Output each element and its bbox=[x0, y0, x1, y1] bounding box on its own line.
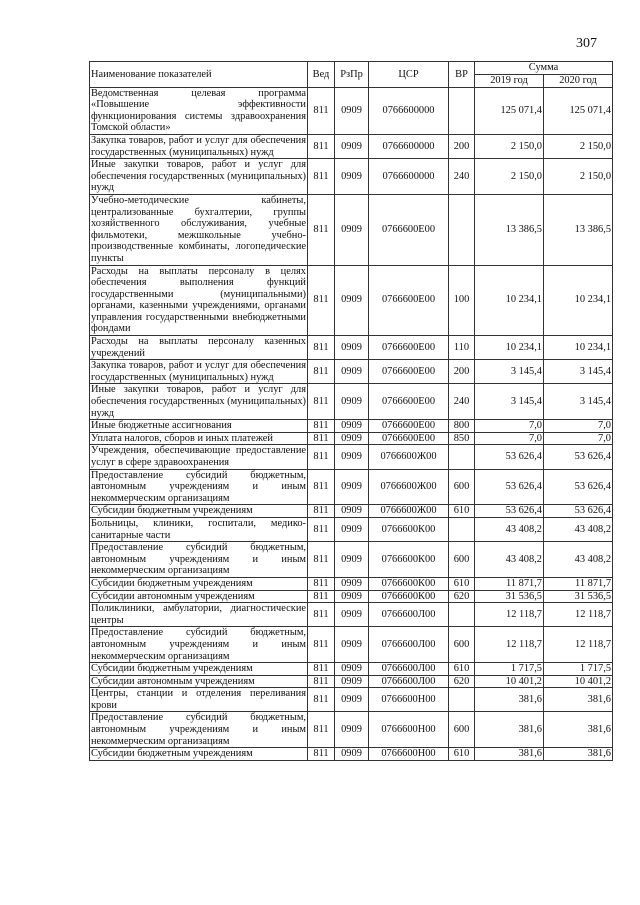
cell-2019: 7,0 bbox=[475, 432, 544, 445]
table-row bbox=[90, 265, 613, 336]
cell-2020: 7,0 bbox=[544, 420, 613, 433]
cell-2020: 10 234,1 bbox=[544, 336, 613, 360]
cell-2020: 2 150,0 bbox=[544, 159, 613, 195]
cell-name: Иные бюджетные ассигнования bbox=[90, 420, 308, 433]
table-row bbox=[90, 159, 613, 195]
cell-vr bbox=[449, 445, 475, 469]
cell-2019: 13 386,5 bbox=[475, 194, 544, 265]
cell-ved: 811 bbox=[308, 445, 335, 469]
cell-vr: 200 bbox=[449, 134, 475, 158]
cell-name: Субсидии бюджетным учреждениям bbox=[90, 663, 308, 676]
cell-2019: 2 150,0 bbox=[475, 159, 544, 195]
budget-table bbox=[89, 61, 613, 761]
cell-2019: 10 401,2 bbox=[475, 675, 544, 688]
cell-vr bbox=[449, 688, 475, 712]
cell-name: Иные закупки товаров, работ и услуг для обеспечения государственных (муниципальных) нужд bbox=[91, 384, 307, 419]
cell-csr: 0766600К00 bbox=[369, 517, 449, 541]
cell-vr: 600 bbox=[449, 712, 475, 748]
cell-rzpr: 0909 bbox=[335, 603, 369, 627]
cell-2020: 3 145,4 bbox=[544, 360, 613, 384]
cell-2020: 31 536,5 bbox=[544, 590, 613, 603]
cell-ved: 811 bbox=[308, 194, 335, 265]
cell-name: Поликлиники, амбулатории, диагностические центры bbox=[91, 603, 306, 626]
cell-csr: 0766600Е00 bbox=[369, 384, 449, 420]
header-ved: Вед bbox=[308, 62, 335, 88]
cell-rzpr: 0909 bbox=[335, 748, 369, 761]
cell-2019: 7,0 bbox=[475, 420, 544, 433]
header-sum: Сумма bbox=[475, 62, 613, 75]
cell-2019: 12 118,7 bbox=[475, 627, 544, 663]
table-row bbox=[90, 384, 613, 420]
cell-vr: 610 bbox=[449, 577, 475, 590]
cell-csr: 0766600К00 bbox=[369, 542, 449, 578]
table-row bbox=[90, 748, 613, 761]
cell-2019: 11 871,7 bbox=[475, 577, 544, 590]
cell-rzpr: 0909 bbox=[335, 194, 369, 265]
cell-vr bbox=[449, 194, 475, 265]
cell-2020: 381,6 bbox=[544, 712, 613, 748]
table-row bbox=[90, 336, 613, 360]
table-row bbox=[90, 134, 613, 158]
cell-name: Закупка товаров, работ и услуг для обеспечения государственных (муниципальных) нужд bbox=[91, 134, 306, 158]
cell-csr: 0766600Е00 bbox=[369, 194, 449, 265]
cell-rzpr: 0909 bbox=[335, 505, 369, 518]
table-row bbox=[90, 627, 613, 663]
cell-name: Предоставление субсидий бюджетным, автономным учреждениям и иным некоммерческим организациям bbox=[91, 712, 306, 747]
table-row bbox=[90, 712, 613, 748]
cell-rzpr: 0909 bbox=[335, 577, 369, 590]
table-row bbox=[90, 688, 613, 712]
cell-rzpr: 0909 bbox=[335, 675, 369, 688]
page-number: 307 bbox=[576, 36, 597, 51]
table-row bbox=[90, 469, 613, 505]
cell-vr: 100 bbox=[449, 265, 475, 336]
cell-ved: 811 bbox=[308, 469, 335, 505]
cell-rzpr: 0909 bbox=[335, 517, 369, 541]
table-row bbox=[90, 505, 613, 518]
cell-rzpr: 0909 bbox=[335, 469, 369, 505]
cell-name: Расходы на выплаты персоналу в целях обеспечения выполнения функций государственными (муниципальными) органами, казенными учреждениями, органами управления государственными внебюджетными фондами bbox=[91, 265, 306, 335]
cell-csr: 0766600Л00 bbox=[369, 675, 449, 688]
cell-2019: 381,6 bbox=[475, 748, 544, 761]
cell-rzpr: 0909 bbox=[335, 384, 369, 420]
cell-2020: 10 234,1 bbox=[544, 265, 613, 336]
cell-2020: 3 145,4 bbox=[544, 384, 613, 420]
cell-ved: 811 bbox=[308, 87, 335, 134]
table-body bbox=[90, 87, 613, 760]
cell-ved: 811 bbox=[308, 432, 335, 445]
cell-ved: 811 bbox=[308, 603, 335, 627]
cell-2019: 2 150,0 bbox=[475, 134, 544, 158]
cell-2019: 53 626,4 bbox=[475, 505, 544, 518]
cell-csr: 0766600000 bbox=[369, 159, 449, 195]
cell-rzpr: 0909 bbox=[335, 265, 369, 336]
header-year-2020: 2020 год bbox=[544, 75, 613, 88]
cell-name: Ведомственная целевая программа «Повышение эффективности функционирования системы здравоохранения Томской области» bbox=[91, 87, 306, 134]
header-name: Наименование показателей bbox=[90, 62, 308, 88]
cell-csr: 0766600Е00 bbox=[369, 360, 449, 384]
cell-rzpr: 0909 bbox=[335, 420, 369, 433]
cell-ved: 811 bbox=[308, 675, 335, 688]
cell-vr: 850 bbox=[449, 432, 475, 445]
table-row bbox=[90, 360, 613, 384]
cell-csr: 0766600Е00 bbox=[369, 432, 449, 445]
cell-csr: 0766600000 bbox=[369, 87, 449, 134]
cell-csr: 0766600Е00 bbox=[369, 265, 449, 336]
cell-2019: 10 234,1 bbox=[475, 265, 544, 336]
cell-2020: 1 717,5 bbox=[544, 663, 613, 676]
cell-2020: 381,6 bbox=[544, 748, 613, 761]
cell-vr: 620 bbox=[449, 590, 475, 603]
cell-2020: 7,0 bbox=[544, 432, 613, 445]
cell-ved: 811 bbox=[308, 712, 335, 748]
table-row bbox=[90, 663, 613, 676]
cell-vr: 620 bbox=[449, 675, 475, 688]
cell-2019: 3 145,4 bbox=[475, 360, 544, 384]
cell-2020: 10 401,2 bbox=[544, 675, 613, 688]
cell-2019: 53 626,4 bbox=[475, 445, 544, 469]
cell-2019: 43 408,2 bbox=[475, 517, 544, 541]
cell-vr: 600 bbox=[449, 542, 475, 578]
cell-csr: 0766600Л00 bbox=[369, 663, 449, 676]
cell-csr: 0766600Н00 bbox=[369, 712, 449, 748]
table-row bbox=[90, 445, 613, 469]
cell-rzpr: 0909 bbox=[335, 590, 369, 603]
cell-csr: 0766600Ж00 bbox=[369, 505, 449, 518]
table-row bbox=[90, 603, 613, 627]
cell-name: Учреждения, обеспечивающие предоставление услуг в сфере здравоохранения bbox=[91, 445, 306, 468]
cell-csr: 0766600Е00 bbox=[369, 336, 449, 360]
cell-vr: 240 bbox=[449, 159, 475, 195]
cell-ved: 811 bbox=[308, 688, 335, 712]
cell-name: Уплата налогов, сборов и иных платежей bbox=[90, 432, 308, 445]
cell-csr: 0766600Л00 bbox=[369, 627, 449, 663]
cell-ved: 811 bbox=[308, 265, 335, 336]
cell-csr: 0766600К00 bbox=[369, 577, 449, 590]
cell-2019: 10 234,1 bbox=[475, 336, 544, 360]
cell-ved: 811 bbox=[308, 159, 335, 195]
cell-vr bbox=[449, 87, 475, 134]
cell-2019: 31 536,5 bbox=[475, 590, 544, 603]
cell-ved: 811 bbox=[308, 384, 335, 420]
cell-ved: 811 bbox=[308, 577, 335, 590]
cell-2019: 125 071,4 bbox=[475, 87, 544, 134]
table-row bbox=[90, 87, 613, 134]
cell-vr: 610 bbox=[449, 505, 475, 518]
cell-vr: 200 bbox=[449, 360, 475, 384]
cell-name: Закупка товаров, работ и услуг для обеспечения государственных (муниципальных) нужд bbox=[91, 360, 306, 383]
header-rzpr: РзПр bbox=[335, 62, 369, 88]
cell-csr: 0766600Е00 bbox=[369, 420, 449, 433]
cell-ved: 811 bbox=[308, 505, 335, 518]
cell-vr: 610 bbox=[449, 748, 475, 761]
cell-csr: 0766600К00 bbox=[369, 590, 449, 603]
table-row bbox=[90, 577, 613, 590]
cell-2020: 381,6 bbox=[544, 688, 613, 712]
cell-2020: 12 118,7 bbox=[544, 603, 613, 627]
cell-rzpr: 0909 bbox=[335, 445, 369, 469]
cell-vr: 110 bbox=[449, 336, 475, 360]
cell-name: Иные закупки товаров, работ и услуг для обеспечения государственных (муниципальных) нужд bbox=[91, 159, 307, 194]
cell-2020: 2 150,0 bbox=[544, 134, 613, 158]
cell-rzpr: 0909 bbox=[335, 688, 369, 712]
cell-name: Субсидии автономным учреждениям bbox=[90, 590, 308, 603]
cell-rzpr: 0909 bbox=[335, 134, 369, 158]
cell-vr bbox=[449, 603, 475, 627]
header-csr: ЦСР bbox=[369, 62, 449, 88]
cell-ved: 811 bbox=[308, 360, 335, 384]
cell-ved: 811 bbox=[308, 590, 335, 603]
cell-name: Субсидии бюджетным учреждениям bbox=[90, 577, 308, 590]
table-row bbox=[90, 590, 613, 603]
cell-ved: 811 bbox=[308, 748, 335, 761]
table-row bbox=[90, 517, 613, 541]
cell-rzpr: 0909 bbox=[335, 360, 369, 384]
cell-2019: 381,6 bbox=[475, 712, 544, 748]
cell-vr bbox=[449, 517, 475, 541]
table-row bbox=[90, 675, 613, 688]
cell-name: Субсидии бюджетным учреждениям bbox=[90, 748, 308, 761]
cell-name: Предоставление субсидий бюджетным, автономным учреждениям и иным некоммерческим организациям bbox=[91, 542, 306, 577]
cell-2019: 53 626,4 bbox=[475, 469, 544, 505]
cell-2020: 11 871,7 bbox=[544, 577, 613, 590]
cell-2020: 43 408,2 bbox=[544, 542, 613, 578]
cell-2019: 12 118,7 bbox=[475, 603, 544, 627]
cell-rzpr: 0909 bbox=[335, 336, 369, 360]
cell-2020: 53 626,4 bbox=[544, 469, 613, 505]
cell-rzpr: 0909 bbox=[335, 159, 369, 195]
cell-name: Предоставление субсидий бюджетным, автономным учреждениям и иным некоммерческим организациям bbox=[91, 469, 306, 504]
header-year-2019: 2019 год bbox=[475, 75, 544, 88]
cell-2020: 125 071,4 bbox=[544, 87, 613, 134]
header-vr: ВР bbox=[449, 62, 475, 88]
cell-csr: 0766600Л00 bbox=[369, 603, 449, 627]
cell-2019: 43 408,2 bbox=[475, 542, 544, 578]
cell-ved: 811 bbox=[308, 542, 335, 578]
cell-2020: 53 626,4 bbox=[544, 445, 613, 469]
cell-csr: 0766600Н00 bbox=[369, 748, 449, 761]
cell-rzpr: 0909 bbox=[335, 432, 369, 445]
cell-rzpr: 0909 bbox=[335, 627, 369, 663]
cell-vr: 610 bbox=[449, 663, 475, 676]
cell-rzpr: 0909 bbox=[335, 87, 369, 134]
cell-ved: 811 bbox=[308, 627, 335, 663]
cell-name: Учебно-методические кабинеты, централизованные бухгалтерии, группы хозяйственного обслуживания, учебные фильмотеки, межшкольные учебно-производственные комбинаты, логопедические пункты bbox=[91, 194, 306, 264]
cell-2019: 3 145,4 bbox=[475, 384, 544, 420]
cell-name: Центры, станции и отделения переливания крови bbox=[91, 688, 306, 711]
cell-csr: 0766600000 bbox=[369, 134, 449, 158]
cell-name: Расходы на выплаты персоналу казенных учреждений bbox=[91, 336, 306, 359]
table-header bbox=[90, 62, 613, 88]
cell-2019: 1 717,5 bbox=[475, 663, 544, 676]
cell-csr: 0766600Н00 bbox=[369, 688, 449, 712]
cell-name: Субсидии бюджетным учреждениям bbox=[90, 505, 308, 518]
cell-ved: 811 bbox=[308, 517, 335, 541]
cell-ved: 811 bbox=[308, 420, 335, 433]
cell-2020: 43 408,2 bbox=[544, 517, 613, 541]
cell-ved: 811 bbox=[308, 336, 335, 360]
cell-csr: 0766600Ж00 bbox=[369, 445, 449, 469]
cell-ved: 811 bbox=[308, 134, 335, 158]
cell-csr: 0766600Ж00 bbox=[369, 469, 449, 505]
cell-vr: 600 bbox=[449, 627, 475, 663]
cell-rzpr: 0909 bbox=[335, 663, 369, 676]
cell-2019: 381,6 bbox=[475, 688, 544, 712]
table-row bbox=[90, 420, 613, 433]
table-row bbox=[90, 432, 613, 445]
cell-rzpr: 0909 bbox=[335, 712, 369, 748]
cell-rzpr: 0909 bbox=[335, 542, 369, 578]
cell-name: Субсидии автономным учреждениям bbox=[90, 675, 308, 688]
cell-2020: 13 386,5 bbox=[544, 194, 613, 265]
cell-vr: 600 bbox=[449, 469, 475, 505]
cell-vr: 800 bbox=[449, 420, 475, 433]
cell-ved: 811 bbox=[308, 663, 335, 676]
cell-name: Больницы, клиники, госпитали, медико-санитарные части bbox=[91, 517, 306, 541]
cell-name: Предоставление субсидий бюджетным, автономным учреждениям и иным некоммерческим организациям bbox=[91, 627, 306, 662]
cell-vr: 240 bbox=[449, 384, 475, 420]
table-row bbox=[90, 194, 613, 265]
cell-2020: 53 626,4 bbox=[544, 505, 613, 518]
cell-2020: 12 118,7 bbox=[544, 627, 613, 663]
table-row bbox=[90, 542, 613, 578]
